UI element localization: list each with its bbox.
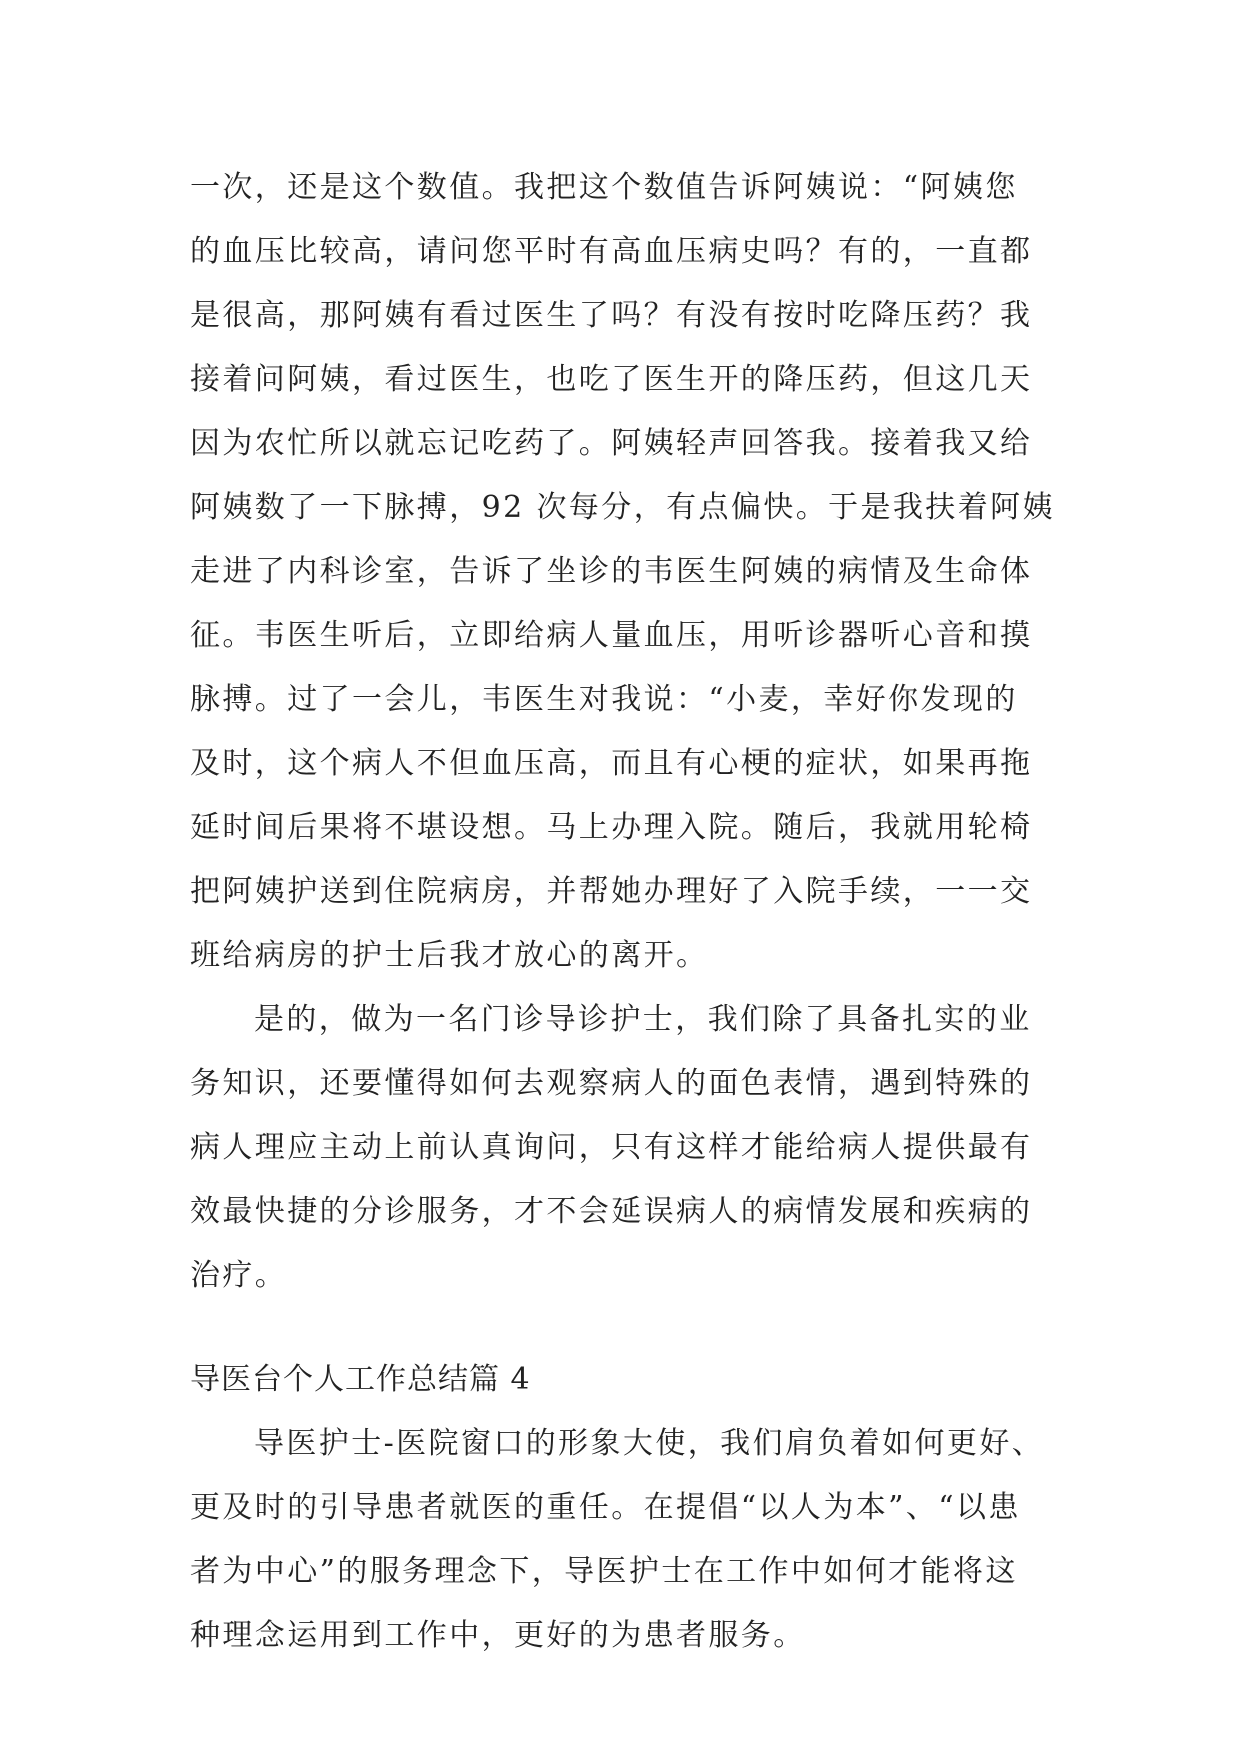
text-line: 治疗。 xyxy=(190,1258,288,1293)
text-line: 是的，做为一名门诊导诊护士，我们除了具备扎实的业 xyxy=(254,1002,1032,1037)
section-spacer xyxy=(190,1308,1070,1348)
text-line: 的血压比较高，请问您平时有高血压病史吗？有的，一直都 xyxy=(190,234,1033,269)
text-line: 及时，这个病人不但血压高，而且有心梗的症状，如果再拖 xyxy=(190,746,1033,781)
text-line: 征。韦医生听后，立即给病人量血压，用听诊器听心音和摸 xyxy=(190,618,1033,653)
text-line: 更及时的引导患者就医的重任。在提倡“以人为本”、“以患 xyxy=(190,1490,1021,1525)
text-line: 导医护士-医院窗口的形象大使，我们肩负着如何更好、 xyxy=(254,1426,1045,1461)
paragraph-2 xyxy=(190,988,1070,1308)
section-title: 导医台个人工作总结篇 4 xyxy=(190,1362,531,1397)
text-line: 把阿姨护送到住院病房，并帮她办理好了入院手续，一一交 xyxy=(190,874,1033,909)
paragraph-1 xyxy=(190,156,1070,988)
text-line: 走进了内科诊室，告诉了坐诊的韦医生阿姨的病情及生命体 xyxy=(190,554,1033,589)
text-line: 脉搏。过了一会儿，韦医生对我说：“小麦，幸好你发现的 xyxy=(190,682,1018,717)
document-body xyxy=(190,156,1070,1668)
text-line: 延时间后果将不堪设想。马上办理入院。随后，我就用轮椅 xyxy=(190,810,1033,845)
text-line: 病人理应主动上前认真询问，只有这样才能给病人提供最有 xyxy=(190,1130,1033,1165)
text-line: 者为中心”的服务理念下，导医护士在工作中如何才能将这 xyxy=(190,1554,1018,1589)
text-line: 一次，还是这个数值。我把这个数值告诉阿姨说：“阿姨您 xyxy=(190,170,1018,205)
text-line: 接着问阿姨，看过医生，也吃了医生开的降压药，但这几天 xyxy=(190,362,1033,397)
text-line: 班给病房的护士后我才放心的离开。 xyxy=(190,938,709,973)
section-paragraph xyxy=(190,1412,1070,1668)
text-line: 阿姨数了一下脉搏，92 次每分，有点偏快。于是我扶着阿姨 xyxy=(190,490,1055,525)
text-line: 种理念运用到工作中，更好的为患者服务。 xyxy=(190,1618,806,1653)
text-line: 务知识，还要懂得如何去观察病人的面色表情，遇到特殊的 xyxy=(190,1066,1033,1101)
text-line: 因为农忙所以就忘记吃药了。阿姨轻声回答我。接着我又给 xyxy=(190,426,1033,461)
text-line: 是很高，那阿姨有看过医生了吗？有没有按时吃降压药？我 xyxy=(190,298,1033,333)
text-line: 效最快捷的分诊服务，才不会延误病人的病情发展和疾病的 xyxy=(190,1194,1033,1229)
